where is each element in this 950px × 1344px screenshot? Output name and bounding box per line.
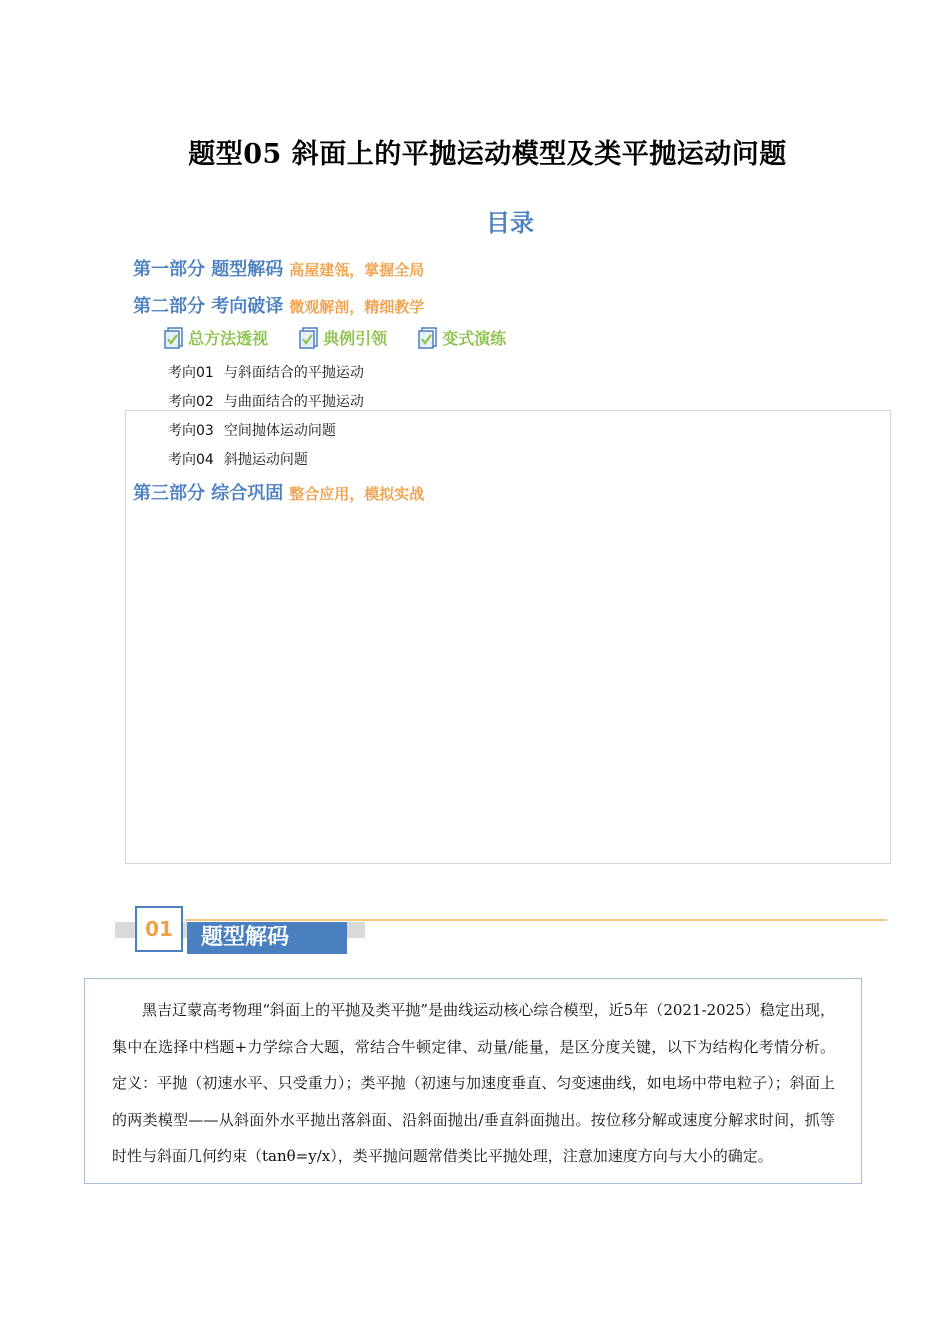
method-label: 变式演练 [442,329,507,348]
direction-text: 空间抛体运动问题 [223,423,336,439]
toc-part-1[interactable] [133,255,424,281]
direction-number: 考向03 [168,423,214,439]
direction-text: 与曲面结合的平抛运动 [223,394,364,410]
direction-number: 考向01 [168,365,214,381]
toc-direction-3[interactable] [168,420,336,440]
banner-divider [185,919,887,921]
checklist-icon [299,327,321,349]
method-label: 典例引领 [323,329,388,348]
checklist-icon [164,327,186,349]
toc-heading: 目录 [486,209,534,237]
toc-part-2[interactable] [133,292,424,318]
method-practice[interactable] [418,326,506,349]
toc-part-3[interactable] [133,479,424,505]
part-name: 第一部分 题型解码 [133,259,284,280]
direction-text: 斜抛运动问题 [223,452,308,468]
method-overview[interactable] [164,326,268,349]
toc-direction-4[interactable] [168,449,308,469]
part-desc: 整合应用，模拟实战 [289,485,425,503]
intro-paragraph: 黑吉辽蒙高考物理“斜面上的平抛及类平抛”是曲线运动核心综合模型，近5年（2021-2025）稳定出现，集中在选择中档题+力学综合大题，常结合牛顿定律、动量/能量，是区分度关键，以下为结构化考情分析。 定义：平抛（初速水平、只受重力）；类平抛（初速与加速度垂直、匀变速曲线，如电场中带电粒子）；斜面上的两类模型——从斜面外水平抛出落斜面、沿斜面抛出/垂直斜面抛出。按位移分解或速度分解求时间，抓等时性与斜面几何约束（tanθ=y/x），类平抛问题常借类比平抛处理，注意加速度方向与大小的确定。 [112,1001,835,1165]
method-list [164,326,532,353]
checklist-icon [418,327,440,349]
intro-box [84,978,862,1184]
part-name: 第三部分 综合巩固 [133,483,284,504]
section-banner [115,900,890,970]
part-desc: 高屋建瓴，掌握全局 [289,261,425,279]
direction-number: 考向02 [168,394,214,410]
toc-direction-1[interactable] [168,362,364,382]
direction-number: 考向04 [168,452,214,468]
part-name: 第二部分 考向破译 [133,296,284,317]
method-label: 总方法透视 [188,329,269,348]
part-desc: 微观解剖，精细教学 [289,298,425,316]
direction-text: 与斜面结合的平抛运动 [223,365,364,381]
toc-direction-2[interactable] [168,391,364,411]
method-examples[interactable] [299,326,387,349]
section-label: 题型解码 [187,922,347,954]
section-number: 01 [135,906,183,952]
document-title: 题型05 斜面上的平抛运动模型及类平抛运动问题 [188,139,787,170]
